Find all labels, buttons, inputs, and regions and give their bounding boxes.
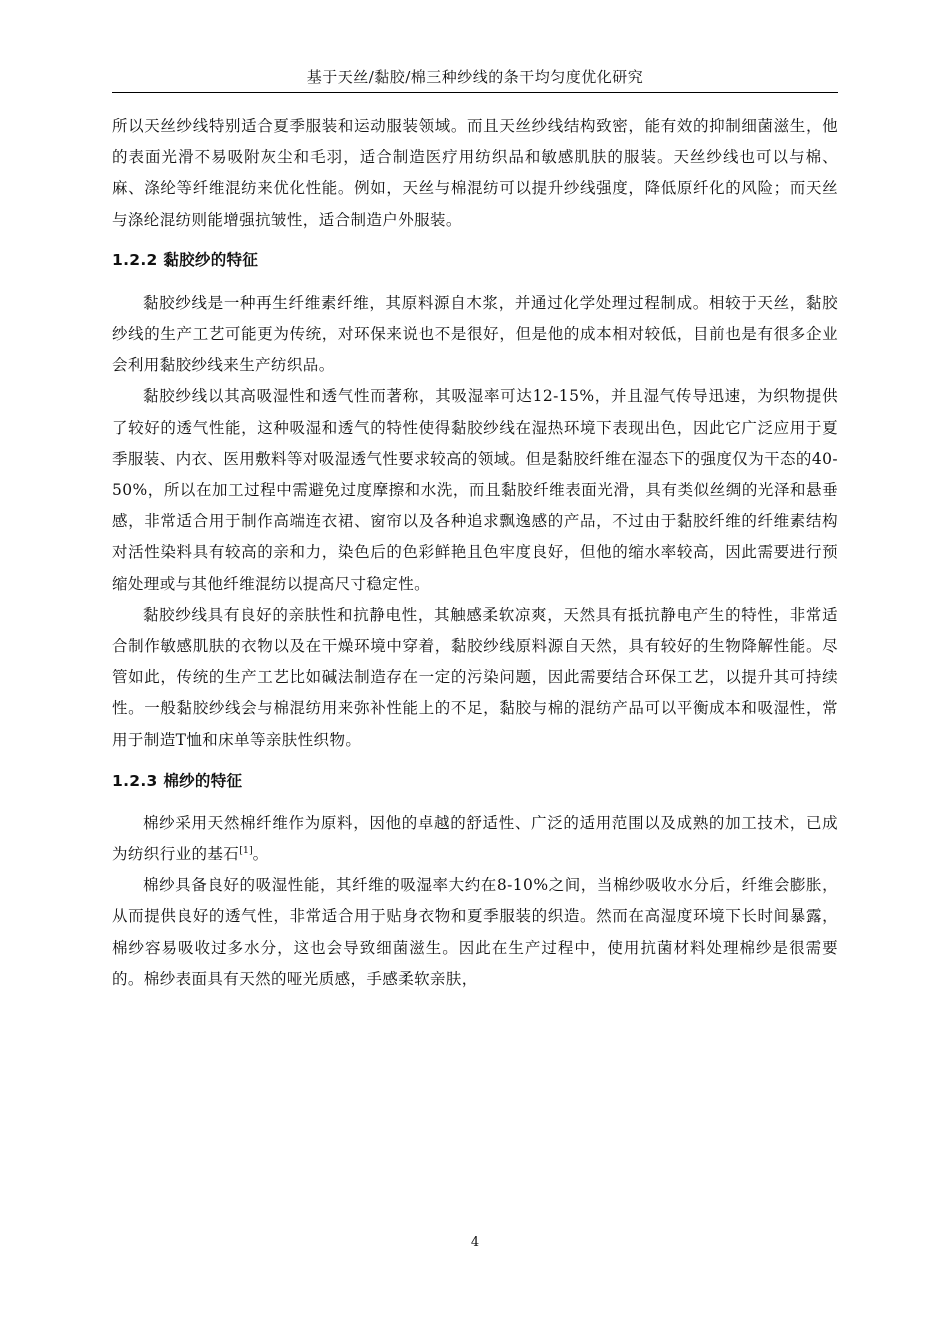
section-heading-cotton: 1.2.3 棉纱的特征	[112, 771, 243, 790]
running-header: 基于天丝/黏胶/棉三种纱线的条干均匀度优化研究	[306, 68, 644, 86]
body-text	[112, 111, 838, 995]
section-heading-viscose: 1.2.2 黏胶纱的特征	[112, 250, 259, 269]
paragraph-viscose-moisture: 黏胶纱线以其高吸湿性和透气性而著称，其吸湿率可达12-15%，并且湿气传导迅速，为织物提供了较好的透气性能，这种吸湿和透气的特性使得黏胶纱线在湿热环境下表现出色，因此它广泛应用于夏季服装、内衣、医用敷料等对吸湿透气性要求较高的领域。但是黏胶纤维在湿态下的强度仅为干态的40-50%，所以在加工过程中需避免过度摩擦和水洗，而且黏胶纤维表面光滑，具有类似丝绸的光泽和悬垂感，非常适合用于制作高端连衣裙、窗帘以及各种追求飘逸感的产品，不过由于黏胶纤维的纤维素结构对活性染料具有较高的亲和力，染色后的色彩鲜艳且色牢度良好，但他的缩水率较高，因此需要进行预缩处理或与其他纤维混纺以提高尺寸稳定性。	[112, 387, 838, 593]
paragraph-tencel-continued: 所以天丝纱线特别适合夏季服装和运动服装领域。而且天丝纱线结构致密，能有效的抑制细菌滋生，他的表面光滑不易吸附灰尘和毛羽，适合制造医疗用纺织品和敏感肌肤的服装。天丝纱线也可以与棉、麻、涤纶等纤维混纺来优化性能。例如，天丝与棉混纺可以提升纱线强度，降低原纤化的风险；而天丝与涤纶混纺则能增强抗皱性，适合制造户外服装。	[112, 117, 838, 229]
paragraph-viscose-skin: 黏胶纱线具有良好的亲肤性和抗静电性，其触感柔软凉爽，天然具有抵抗静电产生的特性，非常适合制作敏感肌肤的衣物以及在干燥环境中穿着，黏胶纱线原料源自天然，具有较好的生物降解性能。尽管如此，传统的生产工艺比如碱法制造存在一定的污染问题，因此需要结合环保工艺，以提升其可持续性。一般黏胶纱线会与棉混纺用来弥补性能上的不足，黏胶与棉的混纺产品可以平衡成本和吸湿性，常用于制造T恤和床单等亲肤性织物。	[112, 605, 838, 749]
paragraph-cotton-intro	[112, 808, 838, 870]
paragraph-cotton-moisture: 棉纱具备良好的吸湿性能，其纤维的吸湿率大约在8-10%之间，当棉纱吸收水分后，纤维会膨胀，从而提供良好的透气性，非常适合用于贴身衣物和夏季服装的织造。然而在高湿度环境下长时间暴露，棉纱容易吸收过多水分，这也会导致细菌滋生。因此在生产过程中，使用抗菌材料处理棉纱是很需要的。棉纱表面具有天然的哑光质感，手感柔软亲肤，	[112, 876, 838, 988]
cotton-intro-end: 。	[252, 845, 269, 864]
citation-marker[interactable]: [1]	[239, 844, 253, 856]
cotton-intro-text: 棉纱采用天然棉纤维作为原料，因他的卓越的舒适性、广泛的适用范围以及成熟的加工技术，已成为纺织行业的基石	[112, 813, 838, 864]
paragraph-viscose-intro: 黏胶纱线是一种再生纤维素纤维，其原料源自木浆，并通过化学处理过程制成。相较于天丝，黏胶纱线的生产工艺可能更为传统，对环保来说也不是很好，但是他的成本相对较低，目前也是有很多企业会利用黏胶纱线来生产纺织品。	[112, 293, 838, 375]
header-rule	[112, 92, 838, 93]
page-number: 4	[470, 1235, 480, 1250]
